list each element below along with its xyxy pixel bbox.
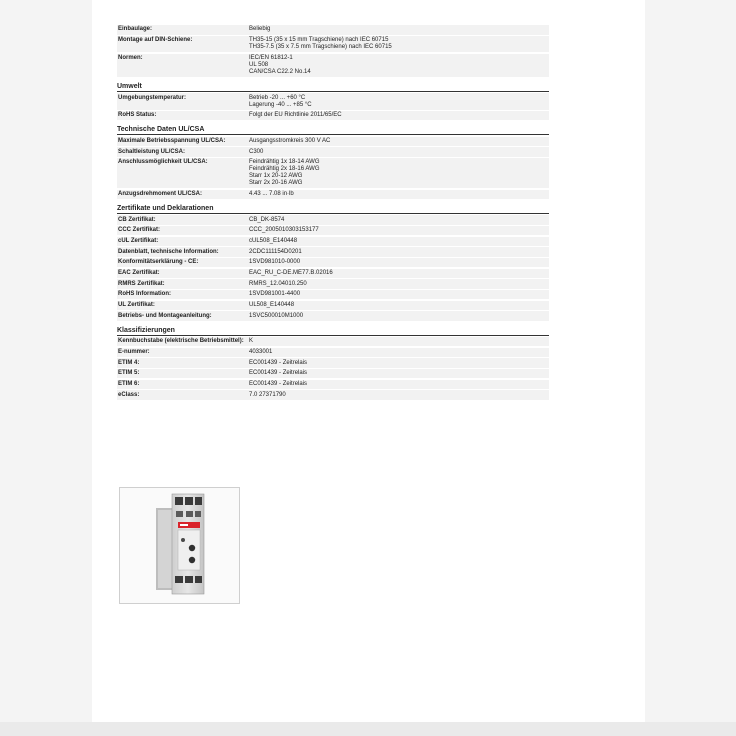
spec-label: Umgebungstemperatur: [118,94,187,101]
spec-value [249,270,549,277]
spec-value-line: CB_DK-8574 [249,216,285,223]
spec-label: Konformitätserklärung - CE: [118,259,199,266]
spec-row [117,369,549,378]
spec-value-line: Betrieb -20 ... +60 °C [249,94,306,101]
spec-row [117,348,549,357]
spec-value-line: Feindrähtig 2x 18-16 AWG [249,166,320,173]
spec-label: E-nummer: [118,348,150,355]
spec-label: RoHS Information: [118,291,171,298]
product-image [119,487,240,604]
left-margin [0,0,92,736]
right-margin [645,0,736,736]
section-title: Klassifizierungen [117,327,549,336]
spec-value [249,149,549,156]
spec-label: eClass: [118,391,140,398]
spec-value-line: UL 508 [249,61,269,68]
spec-label: Einbaulage: [118,26,153,33]
spec-value [249,95,549,109]
spec-value-line: EAC_RU_C-DE.ME77.B.02016 [249,269,333,276]
spec-label: CB Zertifikat: [118,216,156,223]
spec-label: EAC Zertifikat: [118,269,160,276]
spec-value [249,217,549,224]
spec-value-line: Ausgangsstromkreis 300 V AC [249,137,331,144]
spec-label: Betriebs- und Montageanleitung: [118,312,212,319]
spec-value [249,238,549,245]
spec-value [249,338,549,345]
spec-row [117,380,549,389]
spec-value-line: 2CDC111154D0201 [249,248,302,255]
spec-row [117,111,549,120]
spec-row [117,301,549,310]
spec-row [117,226,549,235]
spec-label: Kennbuchstabe (elektrische Betriebsmittel): [118,338,244,345]
spec-row [117,36,549,52]
spec-value-line: CCC_2005010303153177 [249,227,319,234]
spec-row [117,279,549,288]
spec-value-line: 1SVC500010M1000 [249,312,304,319]
spec-value [249,112,549,119]
spec-value [249,138,549,145]
spec-value [249,381,549,388]
spec-row [117,237,549,246]
spec-value [249,159,549,187]
spec-row [117,390,549,399]
spec-row [117,137,549,146]
spec-label: Schaltleistung UL/CSA: [118,148,186,155]
spec-row [117,215,549,224]
section-title: Umwelt [117,83,549,92]
spec-value-line: RMRS_12.04010.250 [249,280,307,287]
spec-value [249,360,549,367]
spec-value-line: EC001439 - Zeitrelais [249,370,308,377]
spec-value-line: Folgt der EU Richtlinie 2011/65/EC [249,112,342,119]
spec-value-line: cUL508_E140448 [249,237,298,244]
spec-label: Montage auf DIN-Schiene: [118,37,193,44]
timer-relay-icon [120,488,239,603]
spec-value-line: EC001439 - Zeitrelais [249,359,308,366]
spec-value [249,392,549,399]
spec-value-line: IEC/EN 61812-1 [249,54,293,61]
spec-value-line: 4.43 ... 7.08 in·lb [249,190,294,197]
spec-row [117,337,549,346]
spec-label: ETIM 6: [118,380,140,387]
spec-value-line: Feindrähtig 1x 18-14 AWG [249,159,320,166]
spec-row [117,158,549,188]
spec-row [117,93,549,109]
spec-value [249,55,549,76]
bottom-margin [0,722,736,736]
spec-label: Normen: [118,54,143,61]
spec-value [249,281,549,288]
spec-sheet [117,24,549,400]
spec-label: Anschlussmöglichkeit UL/CSA: [118,159,208,166]
spec-row [117,258,549,267]
spec-row [117,247,549,256]
spec-label: UL Zertifikat: [118,301,155,308]
spec-value-line: 1SVD981010-0000 [249,259,301,266]
spec-label: Datenblatt, technische Information: [118,248,219,255]
section-title: Technische Daten UL/CSA [117,126,549,135]
spec-row [117,311,549,320]
spec-label: ETIM 5: [118,370,140,377]
spec-value-line: 4033001 [249,348,273,355]
spec-row [117,358,549,367]
spec-value-line: TH35-7.5 (35 x 7.5 mm Tragschiene) nach IEC 60715 [249,44,392,51]
spec-row [117,290,549,299]
spec-value-line: Beliebig [249,26,271,33]
spec-value [249,291,549,298]
spec-value-line: 1SVD981001-4400 [249,291,301,298]
spec-value-line: Starr 1x 20-12 AWG [249,173,303,180]
spec-value [249,227,549,234]
spec-value-line: K [249,338,254,345]
spec-row [117,25,549,34]
spec-value [249,313,549,320]
spec-value-line: Starr 2x 20-16 AWG [249,180,303,187]
section-title: Zertifikate und Deklarationen [117,205,549,214]
spec-value-line: CAN/CSA C22.2 No.14 [249,68,311,75]
spec-row [117,54,549,77]
spec-value [249,259,549,266]
spec-row [117,269,549,278]
spec-value-line: C300 [249,148,264,155]
spec-label: cUL Zertifikat: [118,237,159,244]
spec-label: RoHS Status: [118,112,157,119]
spec-value [249,249,549,256]
spec-value-line: TH35-15 (35 x 15 mm Tragschiene) nach IEC 60715 [249,37,389,44]
spec-value-line: Lagerung -40 ... +85 °C [249,101,312,108]
spec-value [249,370,549,377]
spec-label: CCC Zertifikat: [118,227,161,234]
spec-label: Anzugsdrehmoment UL/CSA: [118,190,202,197]
spec-value-line: UL508_E140448 [249,301,295,308]
spec-value-line: EC001439 - Zeitrelais [249,380,308,387]
spec-value [249,191,549,198]
spec-value [249,302,549,309]
spec-label: Maximale Betriebsspannung UL/CSA: [118,137,226,144]
spec-value [249,26,549,33]
spec-label: ETIM 4: [118,359,140,366]
spec-value [249,37,549,51]
spec-value-line: 7.0 27371790 [249,391,286,398]
spec-row [117,147,549,156]
spec-value [249,349,549,356]
spec-row [117,190,549,199]
spec-label: RMRS Zertifikat: [118,280,165,287]
